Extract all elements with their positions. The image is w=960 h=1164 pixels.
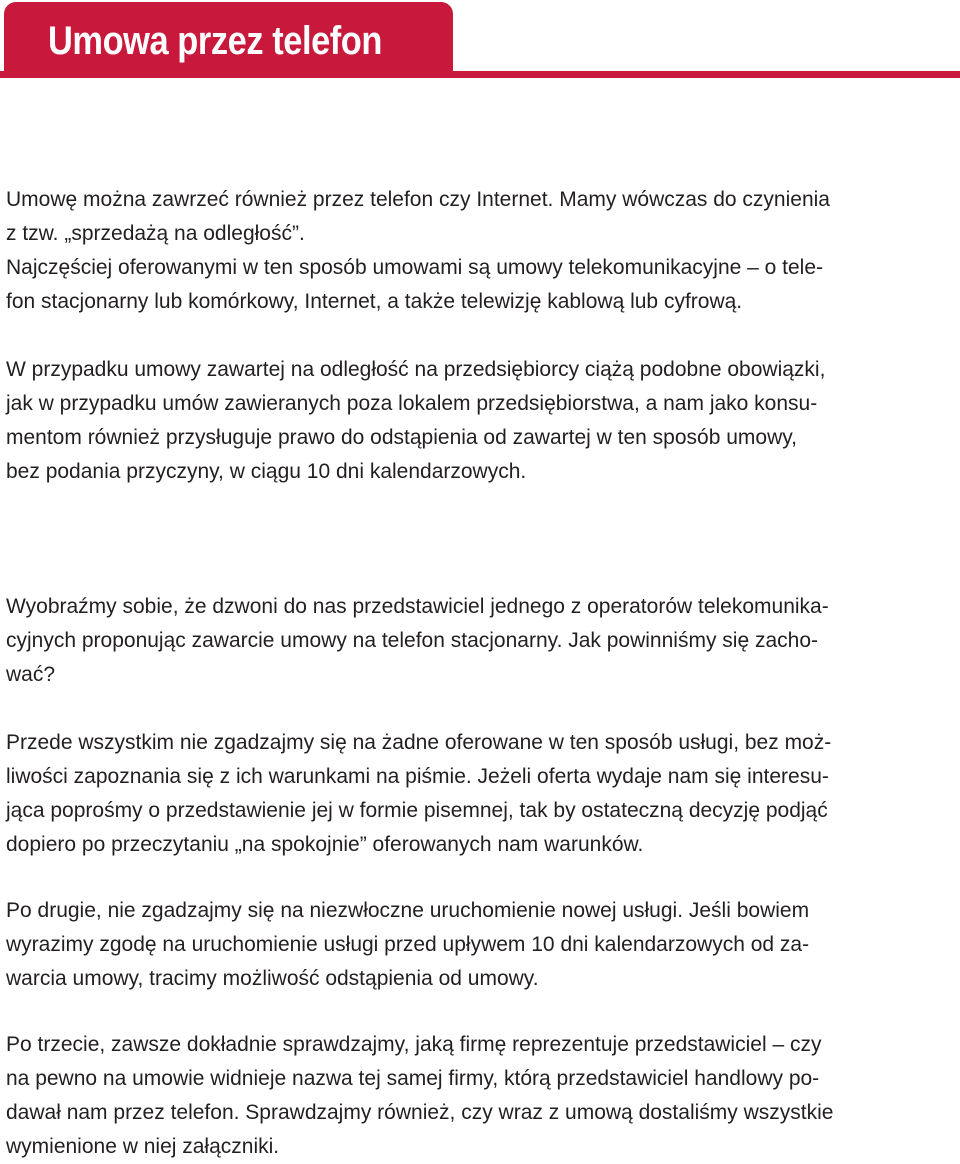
text-line: wyrazimy zgodę na uruchomienie usługi przed upływem 10 dni kalendarzowych od za-: [6, 933, 810, 956]
text-line: z tzw. „sprzedażą na odległość”.: [6, 222, 305, 245]
text-line: wać?: [6, 663, 56, 686]
text-line: Wyobraźmy sobie, że dzwoni do nas przedstawiciel jednego z operatorów telekomunika-: [6, 595, 829, 618]
paragraph-first-advice: [6, 726, 956, 862]
text-line: dopiero po przeczytaniu „na spokojnie” oferowanych nam warunków.: [6, 833, 644, 856]
text-line: W przypadku umowy zawartej na odległość na przedsiębiorcy ciążą podobne obowiązki,: [6, 358, 826, 381]
text-line: Najczęściej oferowanymi w ten sposób umowami są umowy telekomunikacyjne – o tele-: [6, 256, 824, 279]
text-line: mentom również przysługuje prawo do odstąpienia od zawartej w ten sposób umowy,: [6, 426, 798, 449]
text-line: Po trzecie, zawsze dokładnie sprawdzajmy, jaką firmę reprezentuje przedstawiciel – czy: [6, 1033, 822, 1056]
page-title: Umowa przez telefon: [48, 19, 382, 63]
text-line: warcia umowy, tracimy możliwość odstąpienia od umowy.: [6, 967, 539, 990]
text-line: na pewno na umowie widnieje nazwa tej samej firmy, którą przedstawiciel handlowy po-: [6, 1067, 820, 1090]
text-line: dawał nam przez telefon. Sprawdzajmy również, czy wraz z umową dostaliśmy wszystkie: [6, 1101, 834, 1124]
text-line: cyjnych proponując zawarcie umowy na telefon stacjonarny. Jak powinniśmy się zacho-: [6, 629, 818, 652]
paragraph-third-advice: [6, 1028, 956, 1164]
paragraph-intro: [6, 183, 956, 319]
paragraph-obligations: [6, 353, 956, 489]
text-line: jąca poprośmy o przedstawienie jej w formie pisemnej, tak by ostateczną decyzję podjąć: [6, 799, 828, 822]
text-line: liwości zapoznania się z ich warunkami na piśmie. Jeżeli oferta wydaje nam się interesu-: [6, 765, 829, 788]
text-line: Umowę można zawrzeć również przez telefon czy Internet. Mamy wówczas do czynienia: [6, 188, 830, 211]
text-line: bez podania przyczyny, w ciągu 10 dni kalendarzowych.: [6, 460, 527, 483]
text-line: wymienione w niej załączniki.: [6, 1135, 280, 1158]
text-line: jak w przypadku umów zawieranych poza lokalem przedsiębiorstwa, a nam jako konsu-: [6, 392, 818, 415]
text-line: fon stacjonarny lub komórkowy, Internet, a także telewizję kablową lub cyfrową.: [6, 290, 743, 313]
paragraph-second-advice: [6, 894, 956, 996]
text-line: Po drugie, nie zgadzajmy się na niezwłoczne uruchomienie nowej usługi. Jeśli bowiem: [6, 899, 810, 922]
paragraph-scenario: [6, 590, 956, 692]
text-line: Przede wszystkim nie zgadzajmy się na żadne oferowane w ten sposób usługi, bez moż-: [6, 731, 832, 754]
